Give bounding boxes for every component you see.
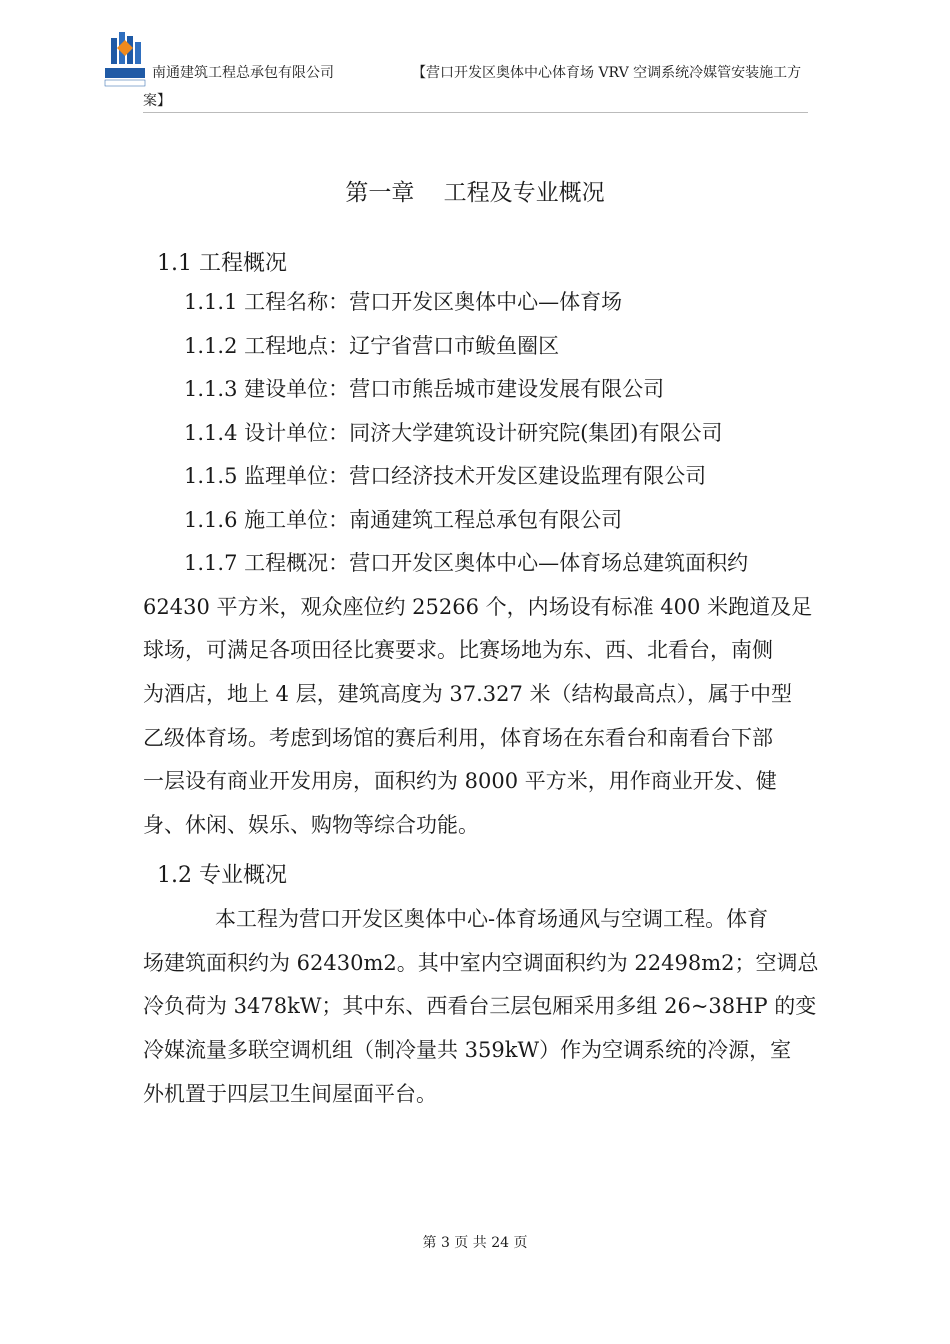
list-item: 1.1.6 施工单位：南通建筑工程总承包有限公司 [184,508,623,532]
paragraph-line: 冷负荷为 3478kW；其中东、西看台三层包厢采用多组 26~38HP 的变 [143,994,817,1019]
project-overview-paragraph [143,542,818,848]
paragraph-line: 外机置于四层卫生间屋面平台。 [143,1081,437,1106]
paragraph-line: 冷媒流量多联空调机组（制冷量共 359kW）作为空调系统的冷源，室 [143,1038,792,1063]
paragraph-line: 本工程为营口开发区奥体中心-体育场通风与空调工程。体育 [215,907,769,931]
zhongnan-logo-icon [103,28,147,90]
paragraph-line: 62430 平方米，观众座位约 25266 个，内场设有标准 400 米跑道及足 [143,594,813,619]
header-document-title-continued: 案】 [143,93,171,109]
list-item: 1.1.3 建设单位：营口市熊岳城市建设发展有限公司 [184,377,665,401]
paragraph-line: 场建筑面积约为 62430m2。其中室内空调面积约为 22498m2；空调总 [143,950,819,975]
list-item: 1.1.4 设计单位：同济大学建筑设计研究院(集团)有限公司 [184,421,723,445]
paragraph-line: 乙级体育场。考虑到场馆的赛后利用，体育场在东看台和南看台下部 [143,725,773,750]
specialty-overview-paragraph [143,898,818,1116]
paragraph-line: 为酒店，地上 4 层，建筑高度为 37.327 米（结构最高点），属于中型 [143,682,793,707]
section-heading-1-1: 1.1 工程概况 [157,251,287,276]
section-heading-1-2: 1.2 专业概况 [157,863,287,888]
paragraph-line: 一层设有商业开发用房，面积约为 8000 平方米，用作商业开发、健 [143,769,777,794]
paragraph-line: 1.1.7 工程概况：营口开发区奥体中心—体育场总建筑面积约 [184,551,749,575]
list-item: 1.1.5 监理单位：营口经济技术开发区建设监理有限公司 [184,464,707,488]
list-item: 1.1.2 工程地点：辽宁省营口市鲅鱼圈区 [184,334,560,358]
page-number-footer: 第 3 页 共 24 页 [422,1235,528,1251]
paragraph-line: 球场，可满足各项田径比赛要求。比赛场地为东、西、北看台，南侧 [143,638,773,663]
paragraph-line: 身、休闲、娱乐、购物等综合功能。 [143,813,479,838]
header-company-name: 南通建筑工程总承包有限公司 [152,65,334,81]
list-item: 1.1.1 工程名称：营口开发区奥体中心—体育场 [184,290,623,314]
company-logo [103,28,147,90]
chapter-title: 第一章 工程及专业概况 [345,180,605,206]
header-divider [143,112,808,113]
header-document-title: 【营口开发区奥体中心体育场 VRV 空调系统冷媒管安装施工方 [412,65,802,81]
